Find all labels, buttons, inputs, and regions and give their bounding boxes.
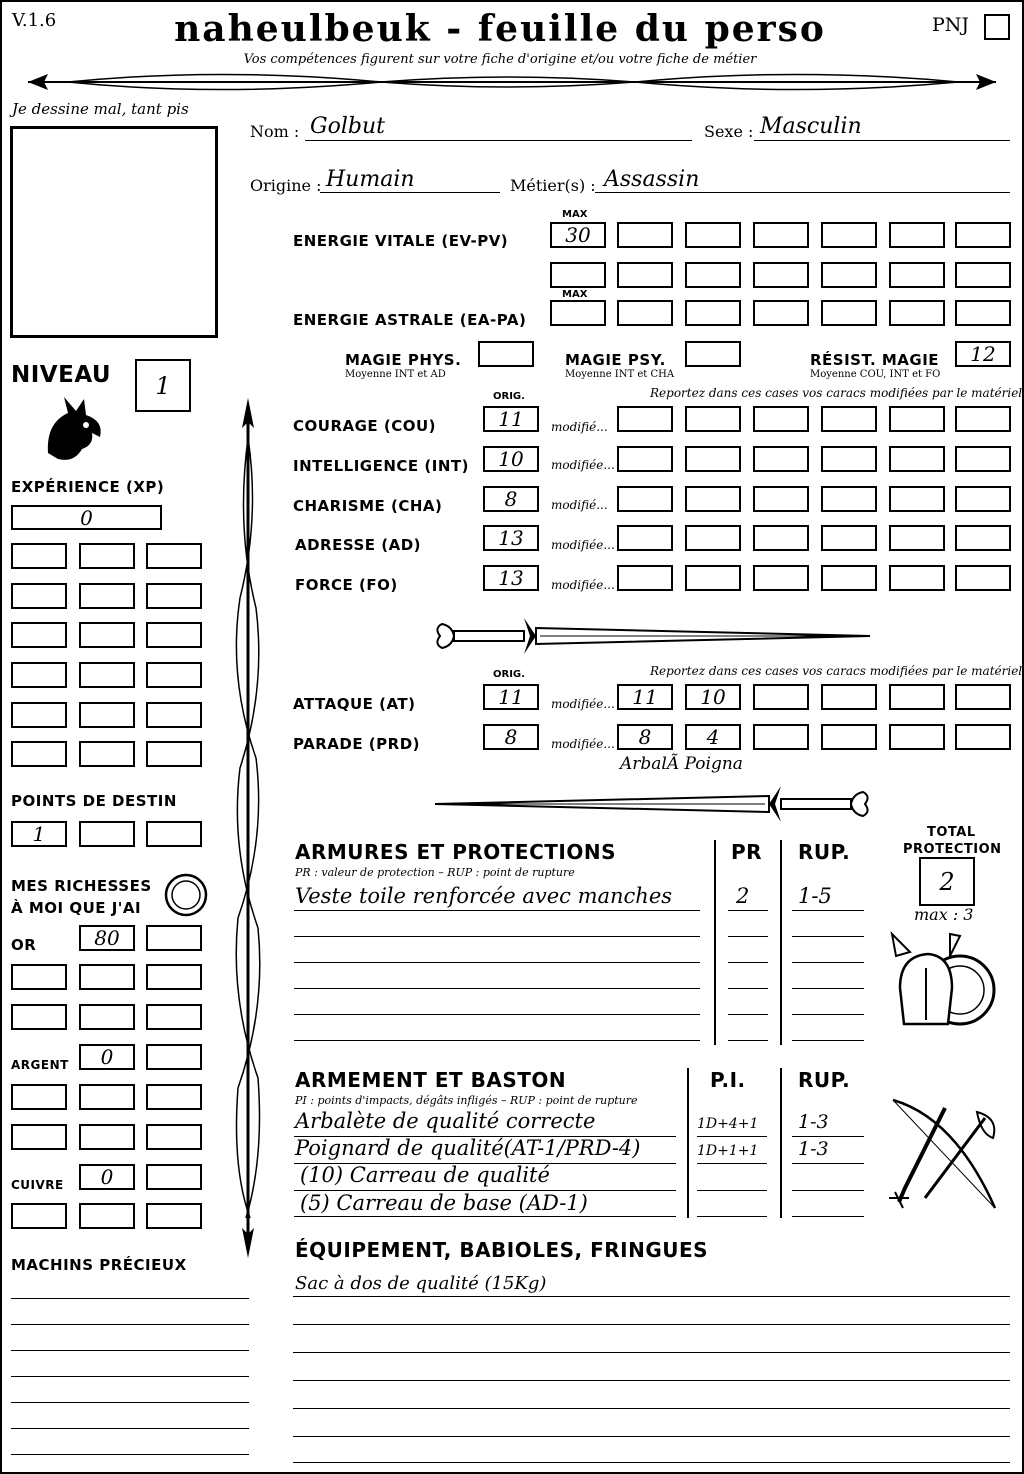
argent-box[interactable] (146, 1044, 202, 1070)
sword-icon (430, 782, 875, 826)
carac-orig-box[interactable]: 13 (483, 525, 539, 551)
carac-orig-box[interactable]: 11 (483, 406, 539, 432)
ev-box[interactable] (753, 222, 809, 248)
argent-box[interactable] (11, 1084, 67, 1110)
carac-label: INTELLIGENCE (INT) (293, 457, 469, 475)
carac-orig-box[interactable]: 8 (483, 486, 539, 512)
carac-mod-box[interactable] (821, 486, 877, 512)
combat-orig-label: ORIG. (493, 669, 525, 680)
helmet-shield-icon (890, 928, 1000, 1038)
portrait-box[interactable] (10, 126, 218, 338)
parade-mod-box[interactable] (889, 724, 945, 750)
cuivre-box[interactable] (79, 1203, 135, 1229)
carac-mod-box[interactable] (685, 525, 741, 551)
parade-mod-box[interactable] (955, 724, 1011, 750)
ev-box[interactable] (955, 222, 1011, 248)
ev-box[interactable] (685, 262, 741, 288)
sword-icon (430, 614, 875, 658)
ev-box[interactable] (617, 262, 673, 288)
ea-label: ENERGIE ASTRALE (EA-PA) (293, 311, 527, 329)
ea-box[interactable] (617, 300, 673, 326)
attaque-orig-box[interactable]: 11 (483, 684, 539, 710)
arme-rup-line[interactable] (792, 1190, 864, 1191)
armure-rup-line[interactable] (792, 1040, 864, 1041)
attaque-mod-box[interactable] (753, 684, 809, 710)
weapons-icon (885, 1098, 1010, 1216)
carac-mod-box[interactable] (955, 486, 1011, 512)
arme-pi-line[interactable] (697, 1136, 767, 1137)
armure-pr-line[interactable] (728, 962, 768, 963)
ev-box[interactable] (821, 262, 877, 288)
spear-divider-icon (8, 68, 1016, 98)
armure-rup-line[interactable] (792, 1014, 864, 1015)
arme-rup-line[interactable] (792, 1216, 864, 1217)
or-box[interactable] (146, 925, 202, 951)
resist-magie-box[interactable]: 12 (955, 341, 1011, 367)
arme-name[interactable]: Arbalète de qualité correcte (295, 1109, 596, 1133)
armure-pr[interactable]: 2 (736, 884, 750, 908)
cuivre-box[interactable] (146, 1164, 202, 1190)
attaque-mod-box[interactable] (821, 684, 877, 710)
carac-orig-box[interactable]: 10 (483, 446, 539, 472)
ea-box[interactable] (753, 300, 809, 326)
or-box[interactable] (146, 1004, 202, 1030)
armement-col-divider (687, 1068, 689, 1218)
argent-box[interactable] (79, 1124, 135, 1150)
magie-psy-label: MAGIE PSY. (565, 351, 666, 369)
or-box[interactable] (11, 1004, 67, 1030)
xp-box[interactable] (79, 622, 135, 648)
carac-mod-box[interactable] (821, 565, 877, 591)
carac-mod-label: modifié... (551, 420, 608, 434)
carac-mod-box[interactable] (753, 406, 809, 432)
xp-box[interactable] (146, 543, 202, 569)
armure-line[interactable] (294, 910, 700, 911)
arme-rup[interactable]: 1-3 (798, 1138, 829, 1160)
carac-mod-box[interactable] (889, 446, 945, 472)
armure-pr-line[interactable] (728, 936, 768, 937)
arme-pi-line[interactable] (697, 1190, 767, 1191)
argent-box[interactable] (146, 1084, 202, 1110)
armure-rup-line[interactable] (792, 962, 864, 963)
ev-box[interactable] (955, 262, 1011, 288)
weapon-note: ArbalÃ Poigna (620, 754, 743, 774)
equipement-line[interactable] (293, 1380, 1010, 1381)
armement-rup-header: RUP. (798, 1068, 851, 1092)
arme-rup-line[interactable] (792, 1163, 864, 1164)
armures-col-divider (714, 840, 716, 1045)
xp-box[interactable] (11, 622, 67, 648)
ev-max-label: MAX (562, 209, 588, 220)
xp-box[interactable] (11, 543, 67, 569)
metier-line (595, 192, 1010, 193)
total-protection-label: TOTAL (927, 825, 976, 840)
ev-max-box[interactable]: 30 (550, 222, 606, 248)
armure-rup-line[interactable] (792, 936, 864, 937)
ev-box[interactable] (617, 222, 673, 248)
richesses-label-2: À MOI QUE J'AI (11, 899, 142, 917)
attaque-mod-box[interactable]: 11 (617, 684, 673, 710)
armure-line[interactable] (294, 1040, 700, 1041)
equipement-line[interactable] (293, 1462, 1010, 1463)
carac-mod-box[interactable] (821, 406, 877, 432)
parade-mod-box[interactable] (753, 724, 809, 750)
armure-pr-line[interactable] (728, 1014, 768, 1015)
armure-name[interactable]: Veste toile renforcée avec manches (295, 884, 673, 908)
total-protection-box[interactable]: 2 (919, 857, 975, 906)
carac-mod-box[interactable] (955, 525, 1011, 551)
parade-mod-box[interactable]: 4 (685, 724, 741, 750)
metier-field[interactable]: Assassin (604, 167, 700, 192)
xp-box[interactable] (79, 662, 135, 688)
ev-box[interactable] (889, 262, 945, 288)
arme-pi[interactable]: 1D+4+1 (697, 1116, 759, 1132)
magie-phys-note: Moyenne INT et AD (345, 369, 446, 380)
xp-box[interactable] (146, 622, 202, 648)
armure-line[interactable] (294, 1014, 700, 1015)
equipement-line[interactable] (293, 1324, 1010, 1325)
or-box[interactable] (79, 964, 135, 990)
parade-mod-box[interactable]: 8 (617, 724, 673, 750)
xp-box[interactable] (11, 662, 67, 688)
cuivre-label: CUIVRE (11, 1178, 64, 1192)
arme-pi-line[interactable] (697, 1216, 767, 1217)
combat-report-note: Reportez dans ces cases vos caracs modifiées par le matériel (650, 664, 1023, 678)
caracs-report-note: Reportez dans ces cases vos caracs modifiées par le matériel (650, 386, 1023, 400)
nom-field[interactable]: Golbut (310, 114, 385, 139)
parade-orig-box[interactable]: 8 (483, 724, 539, 750)
carac-mod-box[interactable] (685, 486, 741, 512)
ev-label: ENERGIE VITALE (EV-PV) (293, 232, 509, 250)
magie-phys-box[interactable] (478, 341, 534, 367)
origine-field[interactable]: Humain (326, 167, 415, 192)
version-label: V.1.6 (12, 10, 57, 31)
arme-name[interactable]: (10) Carreau de qualité (300, 1163, 550, 1187)
xp-box[interactable] (146, 583, 202, 609)
attaque-mod-label: modifiée... (551, 697, 615, 711)
portrait-caption: Je dessine mal, tant pis (12, 100, 189, 118)
xp-box[interactable] (79, 741, 135, 767)
ea-max-box[interactable] (550, 300, 606, 326)
ea-box[interactable] (821, 300, 877, 326)
dragon-icon (38, 393, 108, 465)
carac-mod-label: modifiée... (551, 458, 615, 472)
armure-rup-line[interactable] (792, 910, 864, 911)
ea-box[interactable] (955, 300, 1011, 326)
armures-pr-header: PR (731, 840, 763, 864)
attaque-mod-box[interactable] (955, 684, 1011, 710)
magie-psy-box[interactable] (685, 341, 741, 367)
carac-mod-box[interactable] (617, 406, 673, 432)
equipement-line[interactable] (293, 1436, 1010, 1437)
armement-pi-header: P.I. (710, 1068, 746, 1092)
armement-note: PI : points d'impacts, dégâts infligés – RUP : point de rupture (295, 1094, 638, 1107)
carac-mod-box[interactable] (685, 565, 741, 591)
ev-box[interactable] (753, 262, 809, 288)
attaque-label: ATTAQUE (AT) (293, 695, 416, 713)
xp-box[interactable] (79, 543, 135, 569)
ea-max-label: MAX (562, 289, 588, 300)
coin-icon (163, 872, 209, 918)
machins-label: MACHINS PRÉCIEUX (11, 1256, 187, 1274)
carac-orig-box[interactable]: 13 (483, 565, 539, 591)
carac-mod-box[interactable] (753, 486, 809, 512)
arme-pi-line[interactable] (697, 1163, 767, 1164)
magie-phys-label: MAGIE PHYS. (345, 351, 462, 369)
ea-box[interactable] (685, 300, 741, 326)
sexe-field[interactable]: Masculin (760, 114, 862, 139)
machins-line[interactable] (11, 1350, 249, 1351)
xp-box[interactable] (79, 583, 135, 609)
argent-box[interactable]: 0 (79, 1044, 135, 1070)
magie-psy-note: Moyenne INT et CHA (565, 369, 675, 380)
xp-box[interactable] (11, 741, 67, 767)
carac-mod-label: modifiée... (551, 538, 615, 552)
equipement-title: ÉQUIPEMENT, BABIOLES, FRINGUES (295, 1238, 709, 1262)
ea-box[interactable] (889, 300, 945, 326)
origine-line (320, 192, 500, 193)
richesses-label: MES RICHESSES (11, 877, 152, 895)
arme-rup-line[interactable] (792, 1136, 864, 1137)
resist-magie-note: Moyenne COU, INT et FO (810, 369, 941, 380)
origine-label: Origine : (250, 176, 322, 195)
or-box[interactable] (146, 964, 202, 990)
parade-mod-box[interactable] (821, 724, 877, 750)
pnj-label: PNJ (932, 14, 970, 36)
carac-label: ADRESSE (AD) (295, 536, 422, 554)
equipement-item[interactable]: Sac à dos de qualité (15Kg) (295, 1273, 547, 1294)
sexe-line (754, 140, 1010, 141)
niveau-label: NIVEAU (11, 362, 112, 388)
xp-box[interactable] (146, 702, 202, 728)
or-box[interactable] (11, 964, 67, 990)
carac-mod-box[interactable] (955, 565, 1011, 591)
xp-box[interactable] (11, 702, 67, 728)
argent-label: ARGENT (11, 1058, 69, 1072)
nom-line (305, 140, 692, 141)
ev-box[interactable] (685, 222, 741, 248)
armure-rup-line[interactable] (792, 988, 864, 989)
armures-rup-header: RUP. (798, 840, 851, 864)
machins-line[interactable] (11, 1454, 249, 1455)
ev-box[interactable] (821, 222, 877, 248)
arme-name[interactable]: (5) Carreau de base (AD-1) (300, 1191, 588, 1215)
armement-col-divider (780, 1068, 782, 1218)
staff-divider-icon (228, 398, 268, 1260)
sexe-label: Sexe : (704, 122, 754, 141)
or-label: OR (11, 936, 37, 954)
armure-pr-line[interactable] (728, 988, 768, 989)
carac-label: CHARISME (CHA) (293, 497, 443, 515)
armure-line[interactable] (294, 988, 700, 989)
carac-mod-label: modifié... (551, 498, 608, 512)
carac-mod-box[interactable] (753, 446, 809, 472)
parade-mod-label: modifiée... (551, 737, 615, 751)
destin-label: POINTS DE DESTIN (11, 792, 177, 810)
armure-line[interactable] (294, 936, 700, 937)
argent-box[interactable] (79, 1084, 135, 1110)
armure-line[interactable] (294, 962, 700, 963)
cuivre-box[interactable] (11, 1203, 67, 1229)
carac-mod-box[interactable] (955, 446, 1011, 472)
carac-mod-box[interactable] (685, 446, 741, 472)
machins-line[interactable] (11, 1298, 249, 1299)
or-box[interactable]: 80 (79, 925, 135, 951)
carac-label: COURAGE (COU) (293, 417, 437, 435)
xp-box[interactable] (79, 702, 135, 728)
carac-mod-box[interactable] (617, 446, 673, 472)
armure-pr-line[interactable] (728, 1040, 768, 1041)
carac-mod-box[interactable] (889, 406, 945, 432)
ev-box[interactable] (550, 262, 606, 288)
carac-mod-box[interactable] (821, 446, 877, 472)
carac-mod-box[interactable] (685, 406, 741, 432)
pnj-checkbox[interactable] (984, 14, 1010, 40)
carac-mod-box[interactable] (753, 565, 809, 591)
arme-pi[interactable]: 1D+1+1 (697, 1143, 759, 1159)
arme-line[interactable] (294, 1216, 676, 1217)
destin-box[interactable]: 1 (11, 821, 67, 847)
armement-title: ARMEMENT ET BASTON (295, 1068, 567, 1092)
armure-pr-line[interactable] (728, 910, 768, 911)
carac-mod-box[interactable] (889, 525, 945, 551)
total-protection-max: max : 3 (914, 905, 974, 924)
armures-title: ARMURES ET PROTECTIONS (295, 840, 616, 864)
attaque-mod-box[interactable]: 10 (685, 684, 741, 710)
xp-box[interactable] (11, 583, 67, 609)
equipement-line[interactable] (293, 1296, 1010, 1297)
metier-label: Métier(s) : (510, 176, 596, 195)
or-box[interactable] (79, 1004, 135, 1030)
machins-line[interactable] (11, 1324, 249, 1325)
armure-rup[interactable]: 1-5 (798, 884, 832, 908)
carac-mod-label: modifiée... (551, 578, 615, 592)
carac-mod-box[interactable] (617, 486, 673, 512)
machins-line[interactable] (11, 1402, 249, 1403)
sheet-title: naheulbeuk - feuille du perso (174, 8, 826, 50)
carac-mod-box[interactable] (955, 406, 1011, 432)
xp-label: EXPÉRIENCE (XP) (11, 478, 165, 496)
xp-box[interactable] (146, 662, 202, 688)
carac-mod-box[interactable] (821, 525, 877, 551)
machins-line[interactable] (11, 1376, 249, 1377)
equipement-line[interactable] (293, 1352, 1010, 1353)
armures-note: PR : valeur de protection – RUP : point de rupture (295, 866, 575, 879)
carac-mod-box[interactable] (617, 525, 673, 551)
caracs-orig-label: ORIG. (493, 391, 525, 402)
cuivre-box[interactable]: 0 (79, 1164, 135, 1190)
destin-box[interactable] (146, 821, 202, 847)
argent-box[interactable] (146, 1124, 202, 1150)
argent-box[interactable] (11, 1124, 67, 1150)
xp-box[interactable] (146, 741, 202, 767)
destin-box[interactable] (79, 821, 135, 847)
nom-label: Nom : (250, 122, 300, 141)
ev-box[interactable] (889, 222, 945, 248)
total-protection-label-2: PROTECTION (903, 842, 1002, 857)
machins-line[interactable] (11, 1428, 249, 1429)
cuivre-box[interactable] (146, 1203, 202, 1229)
attaque-mod-box[interactable] (889, 684, 945, 710)
resist-magie-label: RÉSIST. MAGIE (810, 351, 940, 369)
carac-label: FORCE (FO) (295, 576, 398, 594)
sheet-subtitle: Vos compétences figurent sur votre fiche d'origine et/ou votre fiche de métier (243, 52, 757, 67)
arme-name[interactable]: Poignard de qualité(AT-1/PRD-4) (295, 1136, 641, 1160)
carac-mod-box[interactable] (617, 565, 673, 591)
niveau-box[interactable]: 1 (135, 359, 191, 412)
armures-col-divider (780, 840, 782, 1045)
xp-total-box[interactable]: 0 (11, 505, 162, 530)
equipement-line[interactable] (293, 1408, 1010, 1409)
carac-mod-box[interactable] (889, 486, 945, 512)
parade-label: PARADE (PRD) (293, 735, 421, 753)
carac-mod-box[interactable] (753, 525, 809, 551)
arme-rup[interactable]: 1-3 (798, 1111, 829, 1133)
carac-mod-box[interactable] (889, 565, 945, 591)
